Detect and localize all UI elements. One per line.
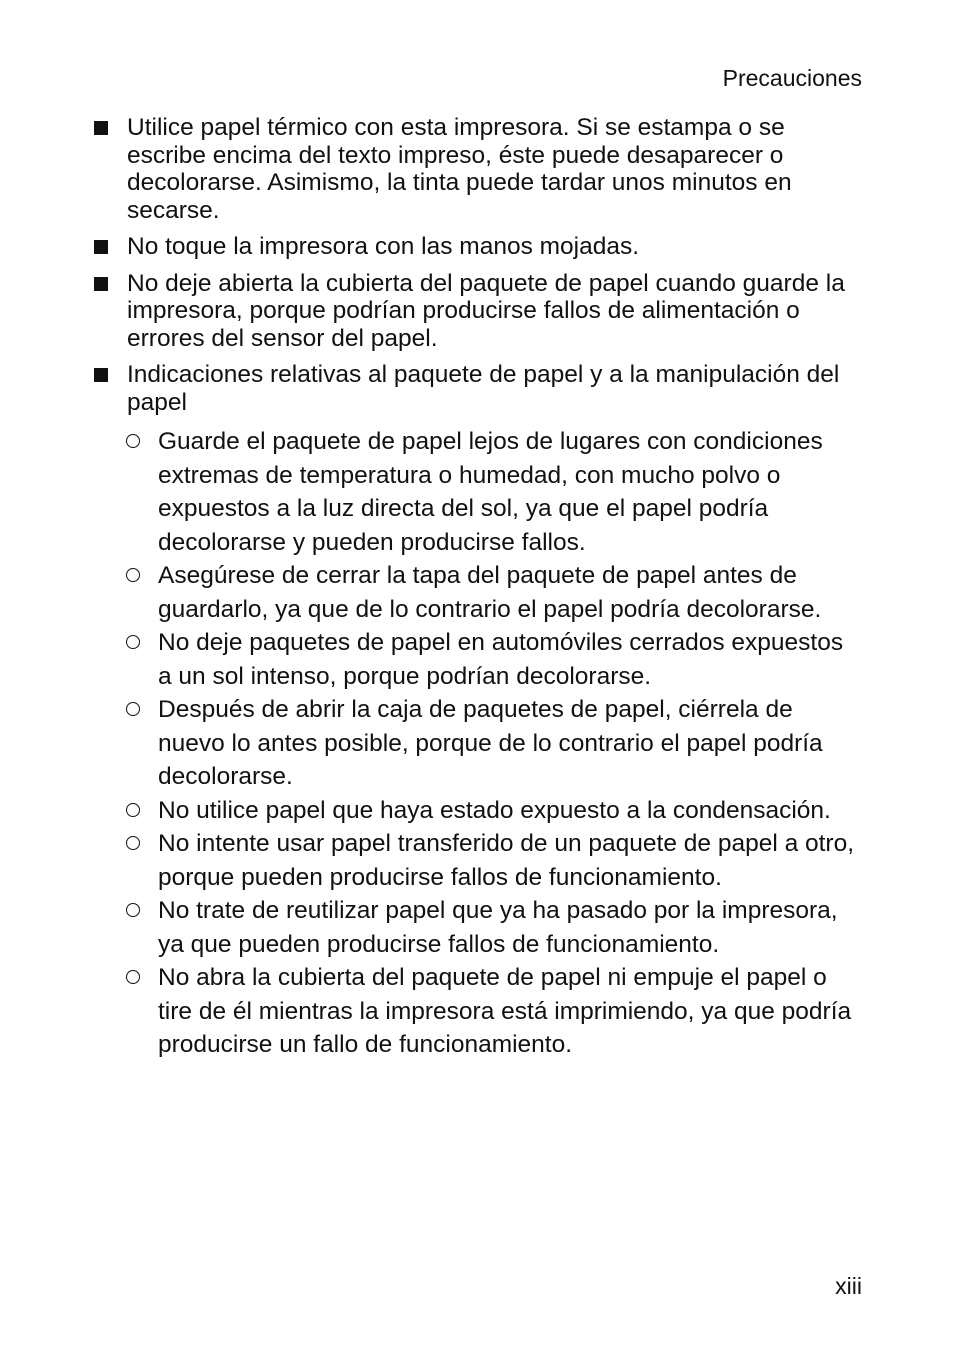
circle-bullet-icon xyxy=(126,635,140,649)
sub-list-item-text: No intente usar papel transferido de un paquete de papel a otro, porque pueden producirse fallos de funcionamiento. xyxy=(158,830,855,891)
page-number: xiii xyxy=(835,1273,862,1299)
sub-list-item-text: No deje paquetes de papel en automóviles cerrados expuestos a un sol intenso, porque podrían decolorarse. xyxy=(158,629,844,690)
circle-bullet-icon xyxy=(126,702,140,716)
precautions-list xyxy=(91,114,861,1062)
square-bullet-icon xyxy=(94,240,108,254)
sub-list-item xyxy=(126,559,861,626)
sub-list-item-text: Después de abrir la caja de paquetes de papel, ciérrela de nuevo lo antes posible, porque de lo contrario el papel podría decolorarse. xyxy=(158,696,823,790)
list-item xyxy=(91,361,861,416)
circle-bullet-icon xyxy=(126,836,140,850)
sub-list-item-text: No trate de reutilizar papel que ya ha pasado por la impresora, ya que pueden producirse fallos de funcionamiento. xyxy=(158,897,838,958)
circle-bullet-icon xyxy=(126,568,140,582)
sub-list-item-text: Guarde el paquete de papel lejos de lugares con condiciones extremas de temperatura o humedad, con mucho polvo o expuestos a la luz directa del sol, ya que el papel podría decolorarse y pueden producirse fallos. xyxy=(158,428,823,556)
circle-bullet-icon xyxy=(126,803,140,817)
sub-list-item-text: Asegúrese de cerrar la tapa del paquete de papel antes de guardarlo, ya que de lo contrario el papel podría decolorarse. xyxy=(158,562,822,623)
sub-list-item xyxy=(126,425,861,559)
square-bullet-icon xyxy=(94,121,108,135)
circle-bullet-icon xyxy=(126,903,140,917)
list-item-text: No deje abierta la cubierta del paquete de papel cuando guarde la impresora, porque podrían producirse fallos de alimentación o errores del sensor del papel. xyxy=(127,269,845,352)
sub-list-item xyxy=(126,894,861,961)
circle-bullet-icon xyxy=(126,434,140,448)
sub-list-item xyxy=(126,961,861,1062)
square-bullet-icon xyxy=(94,277,108,291)
sub-list-item xyxy=(126,693,861,794)
paper-handling-sublist xyxy=(126,425,861,1062)
list-item xyxy=(91,114,861,224)
sub-list-item-text: No utilice papel que haya estado expuesto a la condensación. xyxy=(158,796,831,824)
list-item xyxy=(91,270,861,353)
list-item-text: Utilice papel térmico con esta impresora. Si se estampa o se escribe encima del texto impreso, éste puede desaparecer o decolorarse. Asimismo, la tinta puede tardar unos minutos en secarse. xyxy=(127,114,792,224)
running-header: Precauciones xyxy=(722,65,862,91)
list-item xyxy=(91,233,861,261)
list-item-text: No toque la impresora con las manos mojadas. xyxy=(127,233,640,260)
sub-list-item xyxy=(126,626,861,693)
sub-list-item-text: No abra la cubierta del paquete de papel ni empuje el papel o tire de él mientras la impresora está imprimiendo, ya que podría producirse un fallo de funcionamiento. xyxy=(158,964,852,1058)
sub-list-item xyxy=(126,794,861,828)
circle-bullet-icon xyxy=(126,970,140,984)
sub-list-item xyxy=(126,827,861,894)
square-bullet-icon xyxy=(94,368,108,382)
list-item-text: Indicaciones relativas al paquete de papel y a la manipulación del papel xyxy=(127,361,840,416)
